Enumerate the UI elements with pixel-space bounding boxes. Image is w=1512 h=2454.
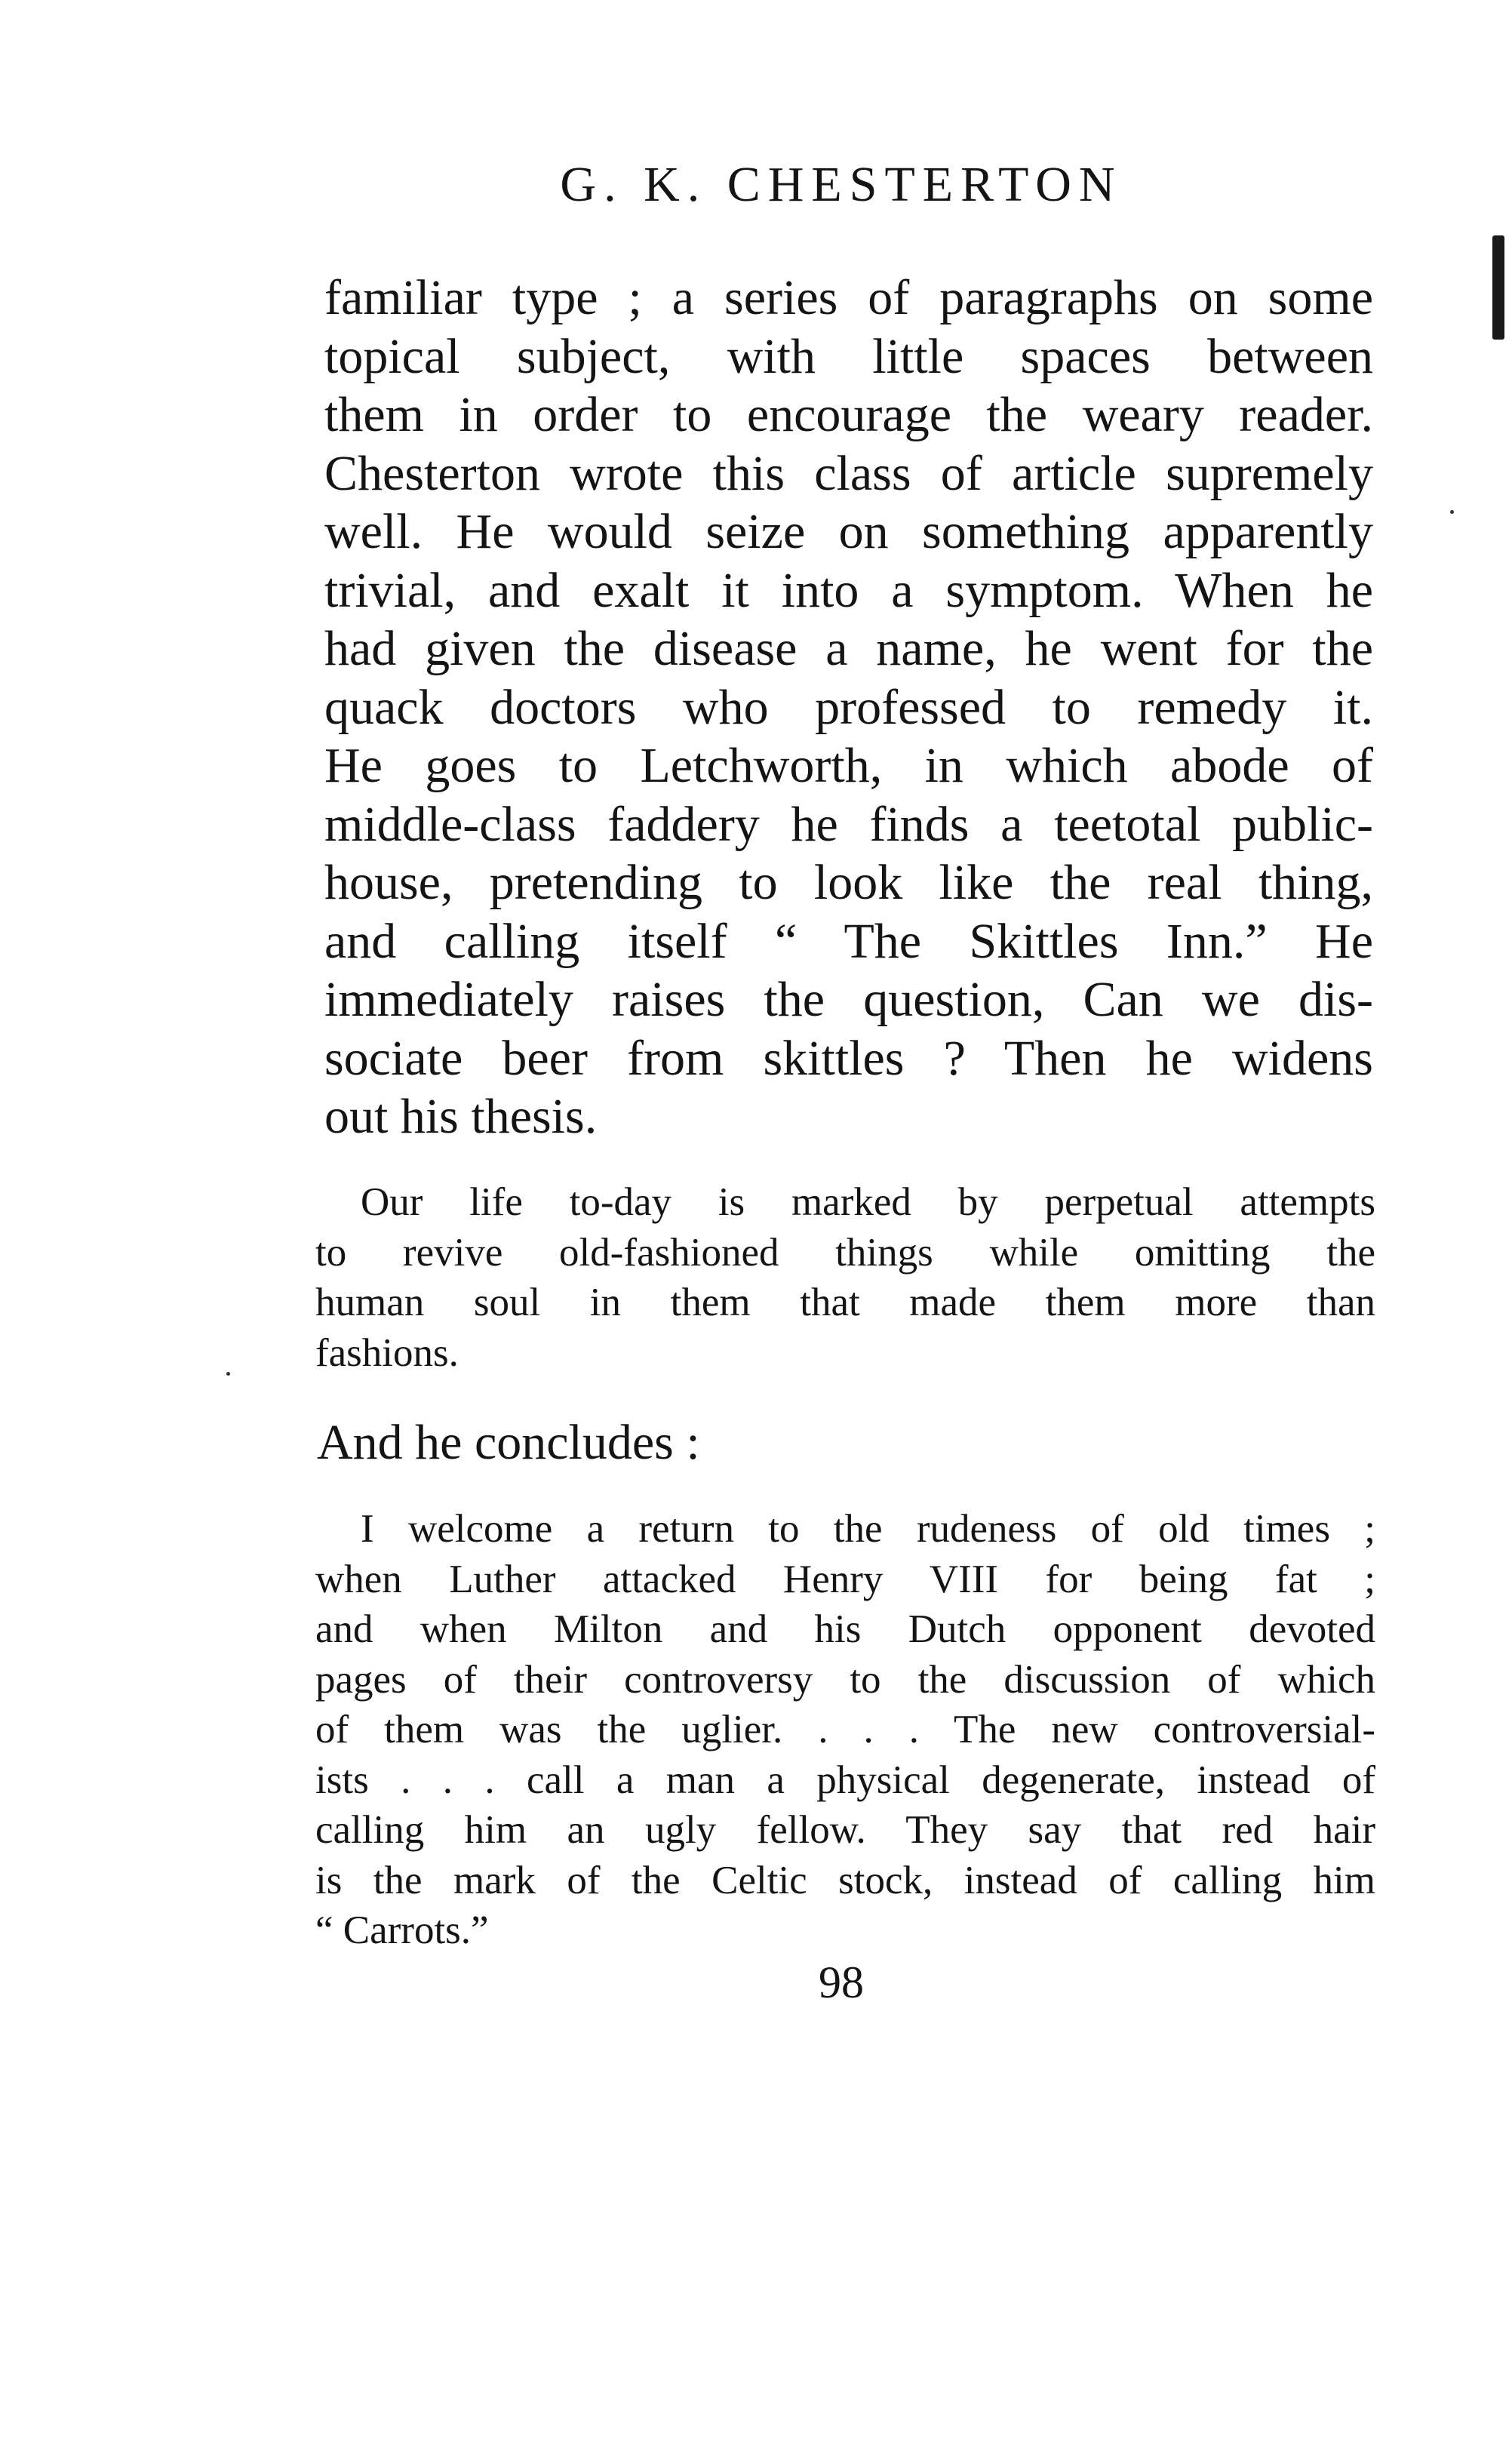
quote-line: pages of their controversy to the discussion of which xyxy=(315,1657,1375,1702)
body-line: well. He would seize on something apparently xyxy=(324,504,1373,559)
margin-ink-mark xyxy=(1492,235,1504,340)
quote-line: I welcome a return to the rudeness of old times ; xyxy=(361,1507,1375,1551)
quote-line: of them was the uglier. . . . The new controversial- xyxy=(315,1708,1375,1751)
body-paragraph xyxy=(324,269,1373,1146)
body-line: Chesterton wrote this class of article supremely xyxy=(324,445,1373,501)
quote-line: Our life to-day is marked by perpetual attempts xyxy=(361,1180,1375,1224)
block-quote-first xyxy=(315,1177,1375,1378)
ink-speck xyxy=(1450,510,1454,514)
quote-line: and when Milton and his Dutch opponent devoted xyxy=(315,1607,1375,1651)
body-line: familiar type ; a series of paragraphs on some xyxy=(324,270,1373,325)
quote-line: ists . . . call a man a physical degenerate, instead of xyxy=(315,1757,1375,1802)
body-line: immediately raises the question, Can we dis- xyxy=(324,972,1373,1027)
body-line: quack doctors who professed to remedy it. xyxy=(324,679,1373,735)
body-line: topical subject, with little spaces between xyxy=(324,328,1373,384)
body-line: house, pretending to look like the real thing, xyxy=(324,855,1373,910)
body-line: and calling itself “ The Skittles Inn.” He xyxy=(324,913,1373,969)
body-line: He goes to Letchworth, in which abode of xyxy=(324,738,1373,793)
quote-line: when Luther attacked Henry VIII for being fat ; xyxy=(315,1557,1375,1601)
body-line: middle-class faddery he finds a teetotal public- xyxy=(324,796,1373,852)
body-line: sociate beer from skittles ? Then he widens xyxy=(324,1030,1373,1086)
body-line: had given the disease a name, he went for the xyxy=(324,621,1373,676)
body-line: them in order to encourage the weary reader. xyxy=(324,387,1373,442)
ink-speck xyxy=(226,1372,230,1376)
quote-line: calling him an ugly fellow. They say that red hair xyxy=(315,1808,1375,1852)
quote-line: fashions. xyxy=(315,1330,459,1375)
body-line: trivial, and exalt it into a symptom. When he xyxy=(324,562,1373,618)
quote-line: “ Carrots.” xyxy=(315,1908,489,1952)
running-head: G. K. CHESTERTON xyxy=(560,157,1123,212)
body-line: out his thesis. xyxy=(324,1089,598,1144)
block-quote-second xyxy=(315,1504,1375,1956)
quote-line: to revive old-fashioned things while omitting the xyxy=(315,1230,1375,1275)
quote-line: is the mark of the Celtic stock, instead of calling him xyxy=(315,1858,1375,1902)
quote-line: human soul in them that made them more than xyxy=(315,1281,1375,1324)
connector-sentence: And he concludes : xyxy=(317,1415,700,1470)
page-number: 98 xyxy=(819,1957,864,2007)
